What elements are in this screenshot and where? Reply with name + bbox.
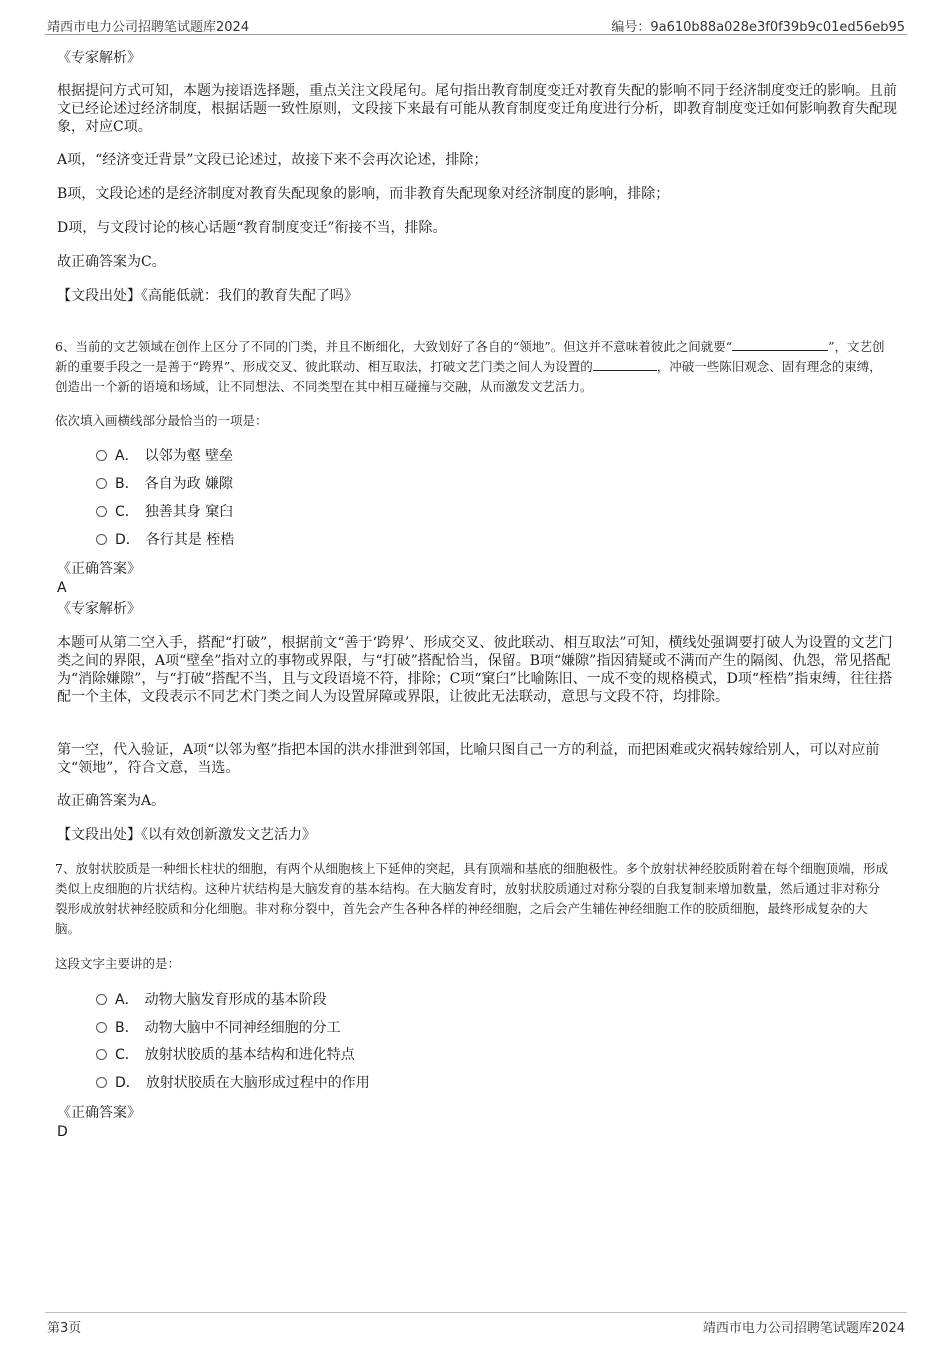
analysis-option-d: D项，与文段讨论的核心话题“教育制度变迁”衔接不当，排除。 — [57, 220, 447, 236]
radio-icon[interactable] — [96, 478, 107, 489]
source-citation: 【文段出处】《以有效创新激发文艺活力》 — [57, 827, 316, 843]
header-doc-id: 编号：9a610b88a028e3f0f39b9c01ed56eb95 — [611, 20, 905, 35]
footer-title: 靖西市电力公司招聘笔试题库2024 — [702, 1321, 905, 1336]
expert-analysis-label: 《专家解析》 — [57, 50, 141, 66]
page-header — [45, 14, 907, 35]
question-6-part1: 6、当前的文艺领域在创作上区分了不同的门类，并且不断细化，大致划好了各自的“领地”。但这并不意味着彼此之间就要“ — [55, 339, 733, 354]
q7-option-a[interactable]: A． 动物大脑发育形成的基本阶段 — [96, 991, 327, 1009]
question-6-part2: ”，文艺创新的重要手段之一是善于“跨界”、形成交叉、彼此联动、相互取法，打破文艺门类之间人为设置的 — [55, 339, 885, 374]
analysis-paragraph: 本题可从第二空入手，搭配“打破”，根据前文“善于‘跨界’、形成交叉、彼此联动、相互取法”可知，横线处强调要打破人为设置的文艺门类之间的界限，A项“壁垒”指对立的事物或界限，与“打破”搭配恰当，保留。B项“嫌隙”指因猜疑或不满而产生的隔阂、仇怨，常见搭配为“消除嫌隙”，与“打破”搭配不当，且与文段语境不符，排除；C项“窠臼”比喻陈旧、一成不变的规格模式，D项“桎梏”指束缚，往往搭配一个主体，文段表示不同艺术门类之间人为设置屏障或界限，让彼此无法联动，意思与文段不符，均排除。 — [57, 635, 893, 705]
radio-icon[interactable] — [96, 1077, 107, 1088]
q6-option-a[interactable]: A． 以邻为壑 壁垒 — [96, 447, 233, 465]
radio-icon[interactable] — [96, 1022, 107, 1033]
correct-answer: D — [57, 1124, 68, 1140]
expert-analysis-label: 《专家解析》 — [57, 601, 141, 617]
q7-option-b[interactable]: B． 动物大脑中不同神经细胞的分工 — [96, 1019, 341, 1037]
correct-answer-label: 《正确答案》 — [57, 561, 141, 577]
analysis-paragraph: 根据提问方式可知，本题为接语选择题，重点关注文段尾句。尾句指出教育制度变迁对教育失配的影响不同于经济制度变迁的影响。且前文已经论述过经济制度，根据话题一致性原则，文段接下来最有可能从教育制度变迁角度进行分析，即教育制度变迁如何影响教育失配现象，对应C项。 — [57, 83, 897, 135]
radio-icon[interactable] — [96, 506, 107, 517]
page-number: 第3页 — [47, 1321, 82, 1336]
analysis-option-b: B项，文段论述的是经济制度对教育失配现象的影响，而非教育失配现象对经济制度的影响，排除； — [57, 186, 670, 202]
analysis-paragraph: 第一空，代入验证，A项“以邻为壑”指把本国的洪水排泄到邻国，比喻只图自己一方的利益，而把困难或灾祸转嫁给别人，可以对应前文“领地”，符合文意，当选。 — [57, 742, 880, 776]
correct-answer-label: 《正确答案》 — [57, 1105, 141, 1121]
q6-option-d[interactable]: D． 各行其是 桎梏 — [96, 531, 234, 549]
q6-option-c[interactable]: C． 独善其身 窠臼 — [96, 503, 233, 521]
radio-icon[interactable] — [96, 534, 107, 545]
question-6-text — [55, 337, 890, 397]
question-6-prompt: 依次填入画横线部分最恰当的一项是： — [55, 413, 268, 428]
question-6-part3: ，冲破一些陈旧观念、固有理念的束缚，创造出一个新的语境和场域，让不同想法、不同类型在其中相互碰撞与交融，从而激发文艺活力。 — [55, 359, 882, 394]
q7-option-c[interactable]: C． 放射状胶质的基本结构和进化特点 — [96, 1046, 355, 1064]
page-footer — [45, 1312, 907, 1337]
answer-conclusion: 故正确答案为C。 — [57, 254, 166, 270]
header-title: 靖西市电力公司招聘笔试题库2024 — [47, 20, 250, 35]
radio-icon[interactable] — [96, 1049, 107, 1060]
q7-option-d[interactable]: D． 放射状胶质在大脑形成过程中的作用 — [96, 1074, 370, 1092]
answer-conclusion: 故正确答案为A。 — [57, 793, 166, 809]
q6-option-b[interactable]: B． 各自为政 嫌隙 — [96, 475, 233, 493]
radio-icon[interactable] — [96, 994, 107, 1005]
question-7-prompt: 这段文字主要讲的是： — [55, 956, 181, 971]
fill-blank-2 — [593, 358, 657, 371]
question-7-text: 7、放射状胶质是一种细长柱状的细胞，有两个从细胞核上下延伸的突起，具有顶端和基底的细胞极性。多个放射状神经胶质附着在每个细胞顶端，形成类似上皮细胞的片状结构。这种片状结构是大脑发育的基本结构。在大脑发育时，放射状胶质通过对称分裂的自我复制来增加数量，然后通过非对称分裂形成放射状神经胶质和分化细胞。非对称分裂中，首先会产生各种各样的神经细胞，之后会产生辅佐神经细胞工作的胶质细胞，最终形成复杂的大脑。 — [55, 861, 888, 936]
source-citation: 【文段出处】《高能低就：我们的教育失配了吗》 — [57, 288, 358, 304]
radio-icon[interactable] — [96, 450, 107, 461]
correct-answer: A — [57, 580, 67, 596]
fill-blank-1 — [732, 338, 828, 351]
analysis-option-a: A项，“经济变迁背景”文段已论述过，故接下来不会再次论述，排除； — [57, 152, 488, 168]
